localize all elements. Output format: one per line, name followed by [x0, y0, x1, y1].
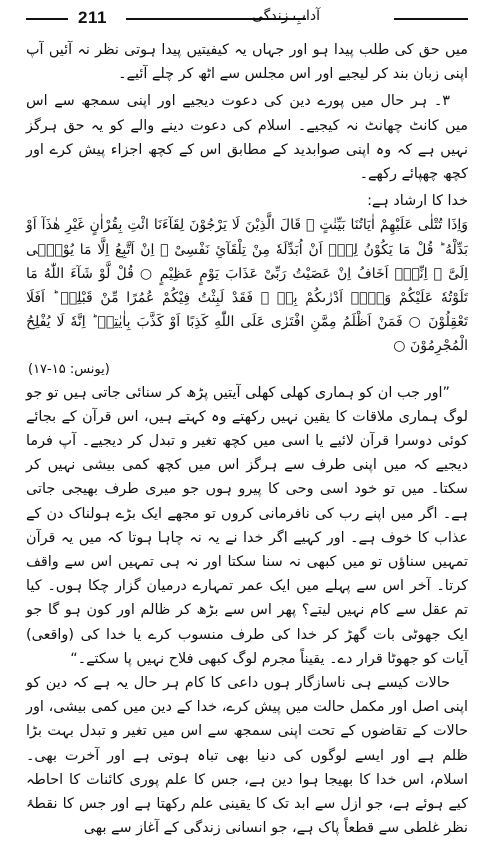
paragraph-1: میں حق کی طلب پیدا ہو اور جہاں یہ کیفیتیں پیدا ہوتی نظر نہ آئیں آپ اپنی زبان بند کر لیجیے اور اس مجلس سے اٹھ کر چلے آئیے۔: [26, 42, 468, 83]
header-rule-right: [394, 18, 468, 20]
paragraph-2: ۳۔ ہر حال میں پورے دین کی دعوت دیجیے اور اپنی سمجھ سے اس میں کانٹ چھانٹ نہ کیجیے۔ اسلام کی دعوت دینے والے کو یہ حق ہرگز نہیں ہے کہ وہ اپنی صوابدید کے مطابق اس کے کچھ اجزاء پیش کرے اور کچھ چھپائے رکھے۔: [26, 93, 468, 183]
quranic-verse: وَاِذَا تُتْلٰی عَلَیْهِمْ اٰیَاتُنَا بَیِّنٰتٍ ۙ قَالَ الَّذِیْنَ لَا یَرْجُوْنَ لِقَآءَنَا ائْتِ بِقُرْاٰنٍ غَیْرِ هٰذَآ اَوْ بَدِّلْهُ ؕ قُلْ مَا یَكُوْنُ لِیْۤ اَنْ اُبَدِّلَهٗ مِنْ تِلْقَآئِ نَفْسِیْ ۚ اِنْ اَتَّبِعُ اِلَّا مَا یُوْحٰۤی اِلَیَّ ۚ اِنِّیْۤ اَخَافُ اِنْ عَصَیْتُ رَبِّیْ عَذَابَ یَوْمٍ عَظِیْمٍ ○ قُلْ لَّوْ شَآءَ اللّٰهُ مَا تَلَوْتُهٗ عَلَیْكُمْ وَلَاۤ اَدْرٰىكُمْ بِهٖ ۖ فَقَدْ لَبِثْتُ فِیْكُمْ عُمُرًا مِّنْ قَبْلِهٖ ؕ اَفَلَا تَعْقِلُوْنَ ○ فَمَنْ اَظْلَمُ مِمَّنِ افْتَرٰی عَلَی اللّٰهِ كَذِبًا اَوْ كَذَّبَ بِاٰیٰتِهٖ ؕ اِنَّهٗ لَا یُفْلِحُ الْمُجْرِمُوْنَ ○: [26, 217, 468, 355]
header-rule-left: [26, 18, 68, 20]
page-body: [26, 38, 468, 837]
verse-citation: (یونس: ۱۵-۱۷): [28, 361, 110, 377]
running-title: آدابِ زندگی: [252, 8, 320, 24]
paragraph-5: حالات کیسے ہی ناسازگار ہوں داعی کا کام ہر حال یہ ہے کہ دین کو اپنی اصل اور مکمل حالت میں پیش کرے، خدا کے دین میں کمی بیشی، اور حالات کے تقاضوں کے تحت اپنی سمجھ سے اس میں تغیر و تبدل بہت بڑا ظلم ہے اور ایسے لوگوں کی دنیا بھی تباہ ہوتی ہے اور آخرت بھی۔ اسلام، اس خدا کا بھیجا ہوا دین ہے، جس کا علم پوری کائنات کا احاطہ کیے ہوئے ہے، جو ازل سے ابد تک کا یقینی علم رکھتا ہے اور جس کا نقطۂ نظر غلطی سے قطعاً پاک ہے، جو انسانی زندگی کے آغاز سے بھی: [26, 675, 468, 837]
page-number: 211: [78, 8, 107, 27]
quote-intro: خدا کا ارشاد ہے:: [367, 193, 468, 210]
translation-paragraph: ”اور جب ان کو ہماری کھلی کھلی آیتیں پڑھ کر سنائی جاتی ہیں تو جو لوگ ہماری ملاقات کا یقین نہیں رکھتے وہ کہتے ہیں، اس قرآن کے بجائے کوئی دوسرا قرآن لائیے یا اسی میں کچھ تغیر و تبدل کر دیجیے۔ آپ فرما دیجیے کہ میں اپنی طرف سے ہرگز اس میں کچھ کمی بیشی نہیں کر سکتا۔ میں تو خود اسی وحی کا پیرو ہوں جو میری طرف بھیجی جاتی ہے۔ اگر میں اپنے رب کی نافرمانی کروں تو مجھے ایک بڑے ہولناک دن کے عذاب کا خوف ہے۔ اور کہیے اگر خدا نے یہ نہ چاہا ہوتا کہ میں یہ قرآن تمہیں سناؤں تو میں کبھی نہ سنا سکتا اور نہ ہی تمہیں اس سے واقف کرتا۔ آخر اس سے پہلے میں ایک عمر تمہارے درمیان گزار چکا ہوں۔ کیا تم عقل سے کام نہیں لیتے؟ پھر اس سے بڑھ کر ظالم اور کون ہو گا جو ایک جھوٹی بات گھڑ کر خدا کی طرف منسوب کرے یا خدا کی (واقعی) آیات کو جھوٹا قرار دے۔ یقیناً مجرم لوگ کبھی فلاح نہیں پا سکتے۔“: [26, 384, 468, 667]
page-header: [26, 6, 468, 32]
